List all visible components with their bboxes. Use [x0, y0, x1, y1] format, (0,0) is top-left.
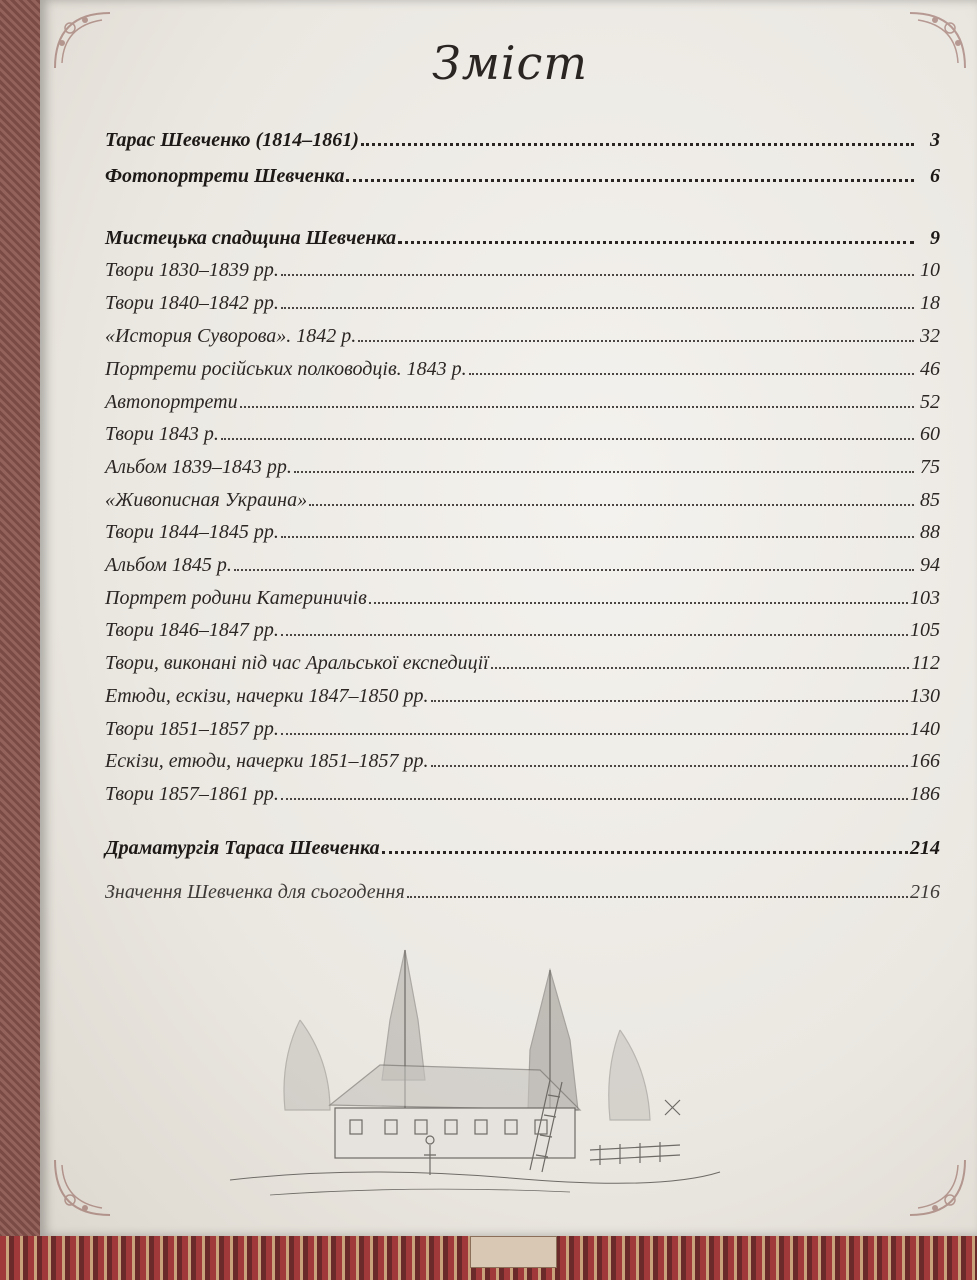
- toc-entry: [105, 778, 940, 806]
- toc-entry: [105, 353, 940, 381]
- toc-entry-page: 214: [910, 837, 940, 859]
- toc-entry: [105, 876, 940, 904]
- toc-entry: [105, 287, 940, 315]
- toc-entry-page: 85: [920, 489, 940, 511]
- toc-entry-title: Етюди, ескізи, начерки 1847–1850 рр.: [105, 685, 429, 707]
- toc-entry: [105, 614, 940, 642]
- toc-entry-page: 130: [910, 685, 940, 707]
- toc-entry-page: 112: [911, 652, 940, 674]
- toc-entry-title: Твори 1830–1839 рр.: [105, 259, 279, 281]
- toc-entry-title: Твори 1857–1861 рр.: [105, 783, 279, 805]
- toc-entry: [105, 418, 940, 446]
- toc-entry-title: Портрет родини Катериничів: [105, 587, 367, 609]
- toc-entry-page: 140: [910, 718, 940, 740]
- toc-entry-title: Альбом 1845 р.: [105, 554, 232, 576]
- toc-entry-title: Значення Шевченка для сьогодення: [105, 881, 405, 903]
- toc-leader-dots: [309, 504, 914, 506]
- toc-entry-title: Твори, виконані під час Аральської експедиції: [105, 652, 489, 674]
- toc-entry: [105, 124, 940, 152]
- toc-entry-page: 6: [930, 165, 940, 187]
- toc-entry-page: 166: [910, 750, 940, 772]
- toc-entry-title: Автопортрети: [105, 391, 238, 413]
- page-title: Зміст: [432, 36, 588, 90]
- toc-entry: [105, 516, 940, 544]
- toc-entry: [105, 713, 940, 741]
- toc-entry-title: Твори 1840–1842 рр.: [105, 292, 279, 314]
- toc-leader-dots: [469, 373, 914, 375]
- toc-leader-dots: [281, 274, 914, 276]
- toc-entry: [105, 386, 940, 414]
- toc-entry-page: 216: [910, 881, 940, 903]
- toc-entry-page: 10: [920, 259, 940, 281]
- toc-entry-page: 9: [930, 227, 940, 249]
- toc-leader-dots: [240, 406, 914, 408]
- toc-leader-dots: [358, 340, 914, 342]
- toc-entry-page: 94: [920, 554, 940, 576]
- toc-leader-dots: [221, 438, 914, 440]
- village-house-sketch-icon: [210, 940, 730, 1210]
- toc-entry-title: Драматургія Тараса Шевченка: [105, 837, 380, 859]
- toc-entry-title: Альбом 1839–1843 рр.: [105, 456, 292, 478]
- toc-leader-dots: [281, 733, 908, 735]
- toc-entry-page: 105: [910, 619, 940, 641]
- toc-entry: [105, 549, 940, 577]
- toc-leader-dots: [431, 700, 908, 702]
- toc-entry-page: 52: [920, 391, 940, 413]
- toc-entry-page: 46: [920, 358, 940, 380]
- toc-leader-dots: [281, 634, 908, 636]
- toc-entry: [105, 254, 940, 282]
- fabric-frame-left: [0, 0, 44, 1280]
- toc-entry: [105, 745, 940, 773]
- page-tab-marker: [470, 1236, 557, 1268]
- toc-entry-title: Ескізи, етюди, начерки 1851–1857 рр.: [105, 750, 429, 772]
- toc-entry-title: Твори 1851–1857 рр.: [105, 718, 279, 740]
- toc-entry-page: 88: [920, 521, 940, 543]
- floral-ornament-icon: [50, 1150, 120, 1220]
- toc-entry-title: Твори 1843 р.: [105, 423, 219, 445]
- toc-entry-title: Портрети російських полководців. 1843 р.: [105, 358, 467, 380]
- toc-entry-title: Твори 1846–1847 рр.: [105, 619, 279, 641]
- floral-ornament-icon: [900, 1150, 970, 1220]
- toc-entry-title: Твори 1844–1845 рр.: [105, 521, 279, 543]
- toc-entry-page: 103: [910, 587, 940, 609]
- toc-entry-title: «История Суворова». 1842 р.: [105, 325, 357, 347]
- toc-entry: [105, 680, 940, 708]
- toc-entry: [105, 451, 940, 479]
- toc-entry: [105, 484, 940, 512]
- toc-leader-dots: [234, 569, 914, 571]
- toc-entry-title: Тарас Шевченко (1814–1861): [105, 129, 359, 151]
- toc-leader-dots: [294, 471, 914, 473]
- toc-entry: [105, 222, 940, 250]
- toc-leader-dots: [382, 851, 908, 854]
- toc-entry-page: 75: [920, 456, 940, 478]
- toc-leader-dots: [281, 307, 914, 309]
- toc-leader-dots: [407, 896, 908, 898]
- toc-leader-dots: [281, 798, 908, 800]
- toc-entry-page: 18: [920, 292, 940, 314]
- toc-leader-dots: [361, 143, 914, 146]
- toc-entry-title: Фотопортрети Шевченка: [105, 165, 345, 187]
- toc-leader-dots: [398, 241, 914, 244]
- toc-leader-dots: [281, 536, 914, 538]
- toc-entry-page: 3: [930, 129, 940, 151]
- toc-entry-page: 32: [920, 325, 940, 347]
- toc-leader-dots: [431, 765, 908, 767]
- toc-entry: [105, 582, 940, 610]
- toc-entry: [105, 160, 940, 188]
- toc-entry-page: 60: [920, 423, 940, 445]
- toc-leader-dots: [369, 602, 908, 604]
- toc-entry-page: 186: [910, 783, 940, 805]
- toc-entry: [105, 320, 940, 348]
- toc-entry-title: «Живописная Украина»: [105, 489, 308, 511]
- toc-leader-dots: [491, 667, 910, 669]
- toc-entry: [105, 832, 940, 860]
- toc-leader-dots: [346, 179, 914, 182]
- toc-entry-title: Мистецька спадщина Шевченка: [105, 227, 397, 249]
- toc-entry: [105, 647, 940, 675]
